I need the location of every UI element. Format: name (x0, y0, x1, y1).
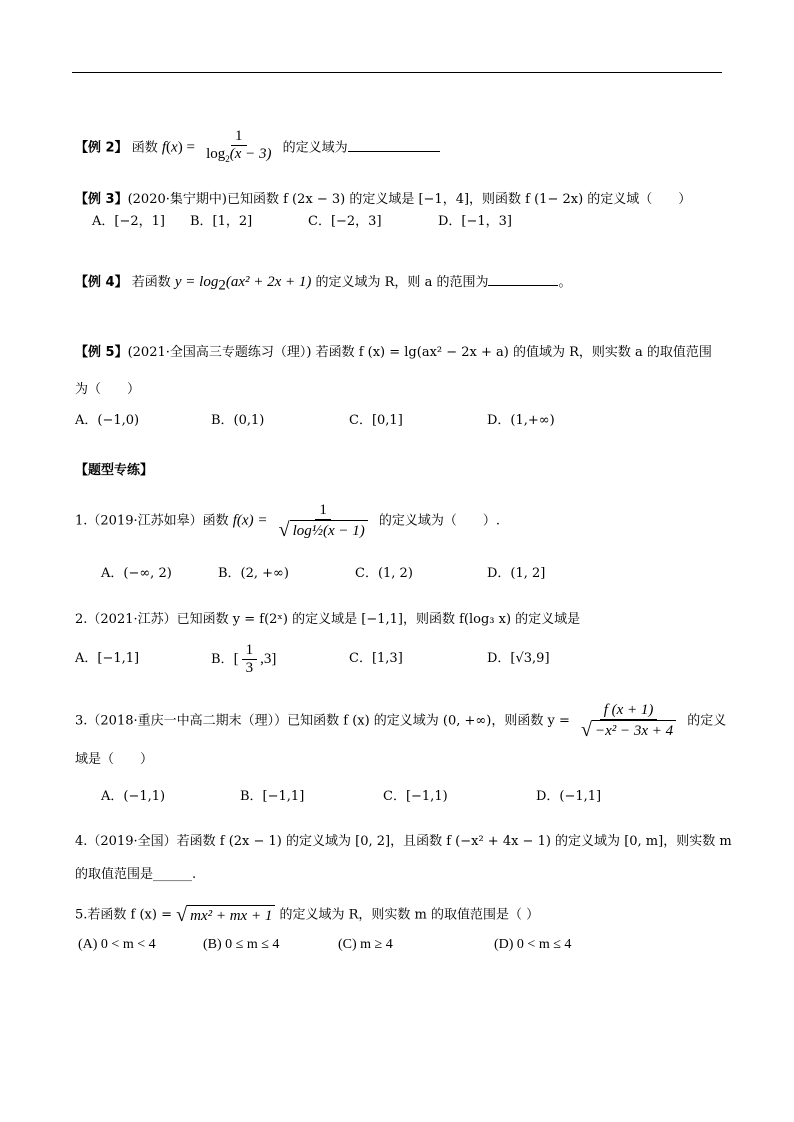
question-1-numerator: 1 (315, 502, 331, 520)
question-1-denominator: log½(x − 1) (290, 520, 368, 540)
question-3-option-a: A．(−1,1) (101, 789, 166, 804)
example-5-option-c: C．[0,1] (349, 413, 403, 428)
question-5-post: 的定义域为 R，则实数 m 的取值范围是（ ） (279, 907, 540, 923)
question-2-option-a: A．[−1,1] (75, 651, 140, 666)
question-2-option-b-pre: B． (211, 652, 234, 667)
question-5: 5.若函数 f (x) = √ mx² + mx + 1 的定义域为 R，则实数 m 的取值范围是（ ） (75, 904, 540, 926)
question-1 (75, 502, 500, 540)
example-5-option-a: A．(−1,0) (75, 413, 140, 428)
question-5-root: mx² + mx + 1 (187, 905, 275, 925)
question-4-cont: 的取值范围是______. (75, 867, 197, 882)
example-4-end: 。 (558, 275, 572, 290)
example-4-formula: y = log (174, 274, 219, 290)
question-3-option-d: D．(−1,1] (536, 789, 602, 804)
question-2-option-d: D．[√3,9] (487, 651, 550, 666)
question-5-option-d: (D) 0 < m ≤ 4 (494, 937, 572, 952)
question-1-option-d: D．(1, 2] (487, 566, 546, 581)
section-title: 【题型专练】 (75, 463, 154, 478)
example-5-option-b: B．(0,1) (211, 413, 265, 428)
question-5-option-b: (B) 0 ≤ m ≤ 4 (203, 937, 280, 952)
example-2-f: f (161, 139, 167, 156)
example-3 (75, 191, 691, 209)
question-1-post: 的定义域为（ ）. (378, 513, 501, 529)
example-2-blank[interactable] (348, 137, 440, 152)
question-5-option-a: (A) 0 < m < 4 (78, 937, 156, 952)
example-2: 【例 2】 函数 f(x) = $\frac{1}{\log_2(x - 3)}$ 的定义域为 (75, 128, 440, 168)
example-4 (75, 271, 571, 295)
example-5-cont: 为（ ） (75, 382, 141, 397)
question-1-f: f(x) = (232, 512, 268, 529)
question-1-fraction: 1 √ log½(x − 1) (275, 502, 372, 540)
question-3 (75, 702, 726, 740)
example-5-label: 【例 5】 (75, 345, 128, 360)
question-2: 2.（2021·江苏）已知函数 y = f(2ˣ) 的定义域是 [−1,1]，则函数 f(log₃ x) 的定义域是 (75, 612, 581, 627)
example-2-arg: (x − 3) (229, 146, 272, 162)
example-3-label: 【例 3】 (75, 192, 128, 207)
example-4-blank[interactable] (488, 271, 558, 286)
question-1-option-c: C．(1, 2) (355, 566, 413, 581)
question-2-option-b: B．[ $\frac{1}{3}$ ,3] (211, 642, 277, 676)
example-3-option-d: D．[−1，3] (438, 214, 513, 229)
question-3-fraction: f (x + 1) √ −x² − 3x + 4 (577, 702, 680, 740)
example-2-base: 2 (225, 154, 230, 164)
question-2-option-b-den: 3 (245, 660, 254, 676)
question-5-pre: 5.若函数 f (x) = (75, 907, 172, 923)
example-2-pre: 函数 (131, 140, 158, 156)
example-2-log: log (206, 146, 226, 162)
header-rule (72, 72, 722, 73)
question-1-option-a: A．(−∞, 2) (101, 566, 172, 581)
example-3-option-a: A．[−2，1] (92, 214, 165, 229)
example-5-option-d: D．(1,+∞) (487, 413, 555, 428)
example-4-pre: 若函数 (131, 275, 171, 290)
question-3-denominator: −x² − 3x + 4 (592, 720, 676, 740)
question-3-post: 的定义 (687, 713, 727, 729)
example-5-text: (2021·全国高三专题练习（理）) 若函数 f (x) = lg(ax² − 2x + a) 的值域为 R，则实数 a 的取值范围 (127, 345, 712, 360)
question-3-cont: 域是（ ） (75, 752, 154, 767)
example-2-numerator: 1 (231, 128, 247, 146)
example-4-post: 的定义域为 R，则 a 的范围为 (315, 275, 489, 290)
example-3-option-b: B．[1，2] (190, 214, 253, 229)
question-2-option-b-post: ,3] (260, 651, 277, 667)
example-4-arg: (ax² + 2x + 1) (225, 274, 312, 290)
example-2-label: 【例 2】 (75, 140, 128, 156)
question-5-option-c: (C) m ≥ 4 (338, 937, 393, 952)
question-3-option-c: C．[−1,1) (383, 789, 448, 804)
example-5 (75, 344, 712, 362)
question-1-pre: 1.（2019·江苏如皋）函数 (75, 513, 229, 529)
example-2-fraction (202, 128, 275, 168)
question-3-pre: 3.（2018·重庆一中高二期末（理））已知函数 f (x) 的定义域为 (0, +∞)，则函数 y = (75, 713, 570, 729)
example-2-x: x (171, 139, 178, 156)
example-3-text: (2020·集宁期中)已知函数 f (2x − 3) 的定义域是 [−1，4]，则函数 f (1− 2x) 的定义域（ ） (127, 192, 692, 207)
question-1-option-b: B．(2, +∞) (218, 566, 289, 581)
question-2-option-b-num: 1 (242, 642, 258, 660)
example-3-option-c: C．[−2，3] (308, 214, 382, 229)
question-3-numerator: f (x + 1) (600, 702, 658, 720)
example-4-base: 2 (218, 277, 226, 294)
question-4: 4.（2019·全国）若函数 f (2x − 1) 的定义域为 [0, 2]，且函数 f (−x² + 4x − 1) 的定义域为 [0, m]，则实数 m (75, 834, 732, 849)
question-2-option-c: C．[1,3] (349, 651, 403, 666)
question-3-option-b: B．[−1,1] (240, 789, 305, 804)
example-2-post: 的定义域为 (282, 140, 348, 156)
example-4-label: 【例 4】 (75, 275, 128, 290)
